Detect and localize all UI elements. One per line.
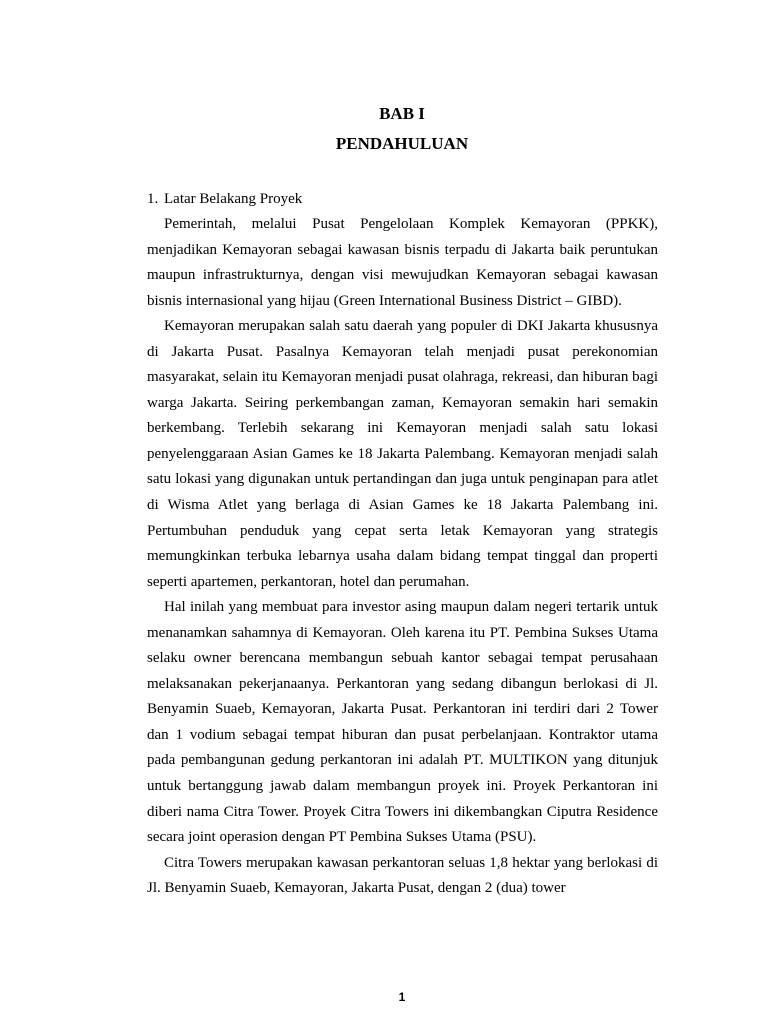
chapter-label: BAB I xyxy=(379,104,425,123)
section-title: Latar Belakang Proyek xyxy=(164,191,303,207)
page-number: 1 xyxy=(398,990,406,1004)
chapter-title: PENDAHULUAN xyxy=(335,134,469,153)
section-number: 1. xyxy=(147,191,159,207)
paragraph-2: Kemayoran merupakan salah satu daerah yang populer di DKI Jakarta khususnya di Jakarta Pusat. Pasalnya Kemayoran telah menjadi pusat perekonomian masyarakat, selain itu Kemayoran menjadi pusat olahraga, rekreasi, dan hiburan bagi warga Jakarta. Seiring perkembangan zaman, Kemayoran semakin hari semakin berkembang. Terlebih sekarang ini Kemayoran menjadi salah satu lokasi penyelenggaraan Asian Games ke 18 Jakarta Palembang. Kemayoran menjadi salah satu lokasi yang digunakan untuk pertandingan dan juga untuk penginapan para atlet di Wisma Atlet yang berlaga di Asian Games ke 18 Jakarta Palembang ini. Pertumbuhan penduduk yang cepat serta letak Kemayoran yang strategis memungkinkan terbuka lebarnya usaha dalam bidang tempat tinggal dan properti seperti apartemen, perkantoran, hotel dan perumahan. xyxy=(147,318,658,590)
document-body xyxy=(147,187,658,902)
paragraph-4: Citra Towers merupakan kawasan perkantoran seluas 1,8 hektar yang berlokasi di Jl. Benyamin Suaeb, Kemayoran, Jakarta Pusat, dengan 2 (dua) tower xyxy=(147,854,658,897)
paragraph-1: Pemerintah, melalui Pusat Pengelolaan Komplek Kemayoran (PPKK), menjadikan Kemayoran sebagai kawasan bisnis terpadu di Jakarta baik peruntukan maupun infrastrukturnya, dengan visi mewujudkan Kemayoran sebagai kawasan bisnis internasional yang hijau (Green International Business District – GIBD). xyxy=(147,216,658,309)
paragraph-3: Hal inilah yang membuat para investor asing maupun dalam negeri tertarik untuk menanamkan sahamnya di Kemayoran. Oleh karena itu PT. Pembina Sukses Utama selaku owner berencana membangun sebuah kantor sebagai tempat perusahaan melaksanakan pekerjanaanya. Perkantoran yang sedang dibangun berlokasi di Jl. Benyamin Suaeb, Kemayoran, Jakarta Pusat. Perkantoran ini terdiri dari 2 Tower dan 1 vodium sebagai tempat hiburan dan pusat perbelanjaan. Kontraktor utama pada pembangunan gedung perkantoran ini adalah PT. MULTIKON yang ditunjuk untuk bertanggung jawab dalam membangun proyek ini. Proyek Perkantoran ini diberi nama Citra Tower. Proyek Citra Towers ini dikembangkan Ciputra Residence secara joint operasion dengan PT Pembina Sukses Utama (PSU). xyxy=(147,599,658,846)
section-heading xyxy=(147,187,658,211)
